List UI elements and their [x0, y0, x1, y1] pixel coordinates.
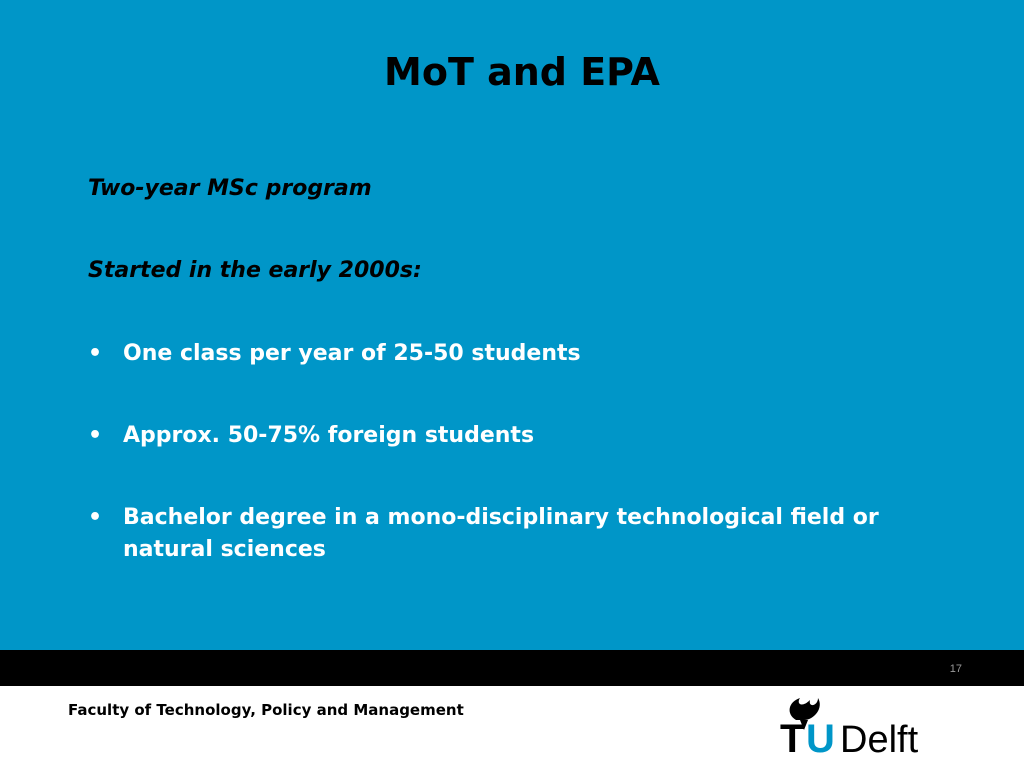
subheading-program: Two-year MSc program [88, 176, 372, 201]
bullet-item [88, 502, 968, 566]
bullet-text: Bachelor degree in a mono-disciplinary technological field or natural sciences [123, 505, 879, 562]
logo-delft: Delft [840, 719, 919, 760]
bullet-text: One class per year of 25-50 students [123, 341, 581, 366]
bullet-dot: • [88, 505, 103, 530]
tudelft-logo [774, 690, 944, 760]
bullet-item [88, 420, 968, 452]
page-number: 17 [949, 663, 962, 675]
footer-bar [0, 650, 1024, 686]
bullet-dot: • [88, 341, 103, 366]
subheading-started: Started in the early 2000s: [88, 258, 422, 283]
bullet-item [88, 338, 968, 370]
logo-t: T [780, 717, 805, 760]
logo-u: U [806, 717, 835, 760]
bullet-dot: • [88, 423, 103, 448]
bullet-text: Approx. 50-75% foreign students [123, 423, 535, 448]
slide-title: MoT and EPA [384, 50, 660, 94]
faculty-name: Faculty of Technology, Policy and Management [68, 701, 464, 719]
